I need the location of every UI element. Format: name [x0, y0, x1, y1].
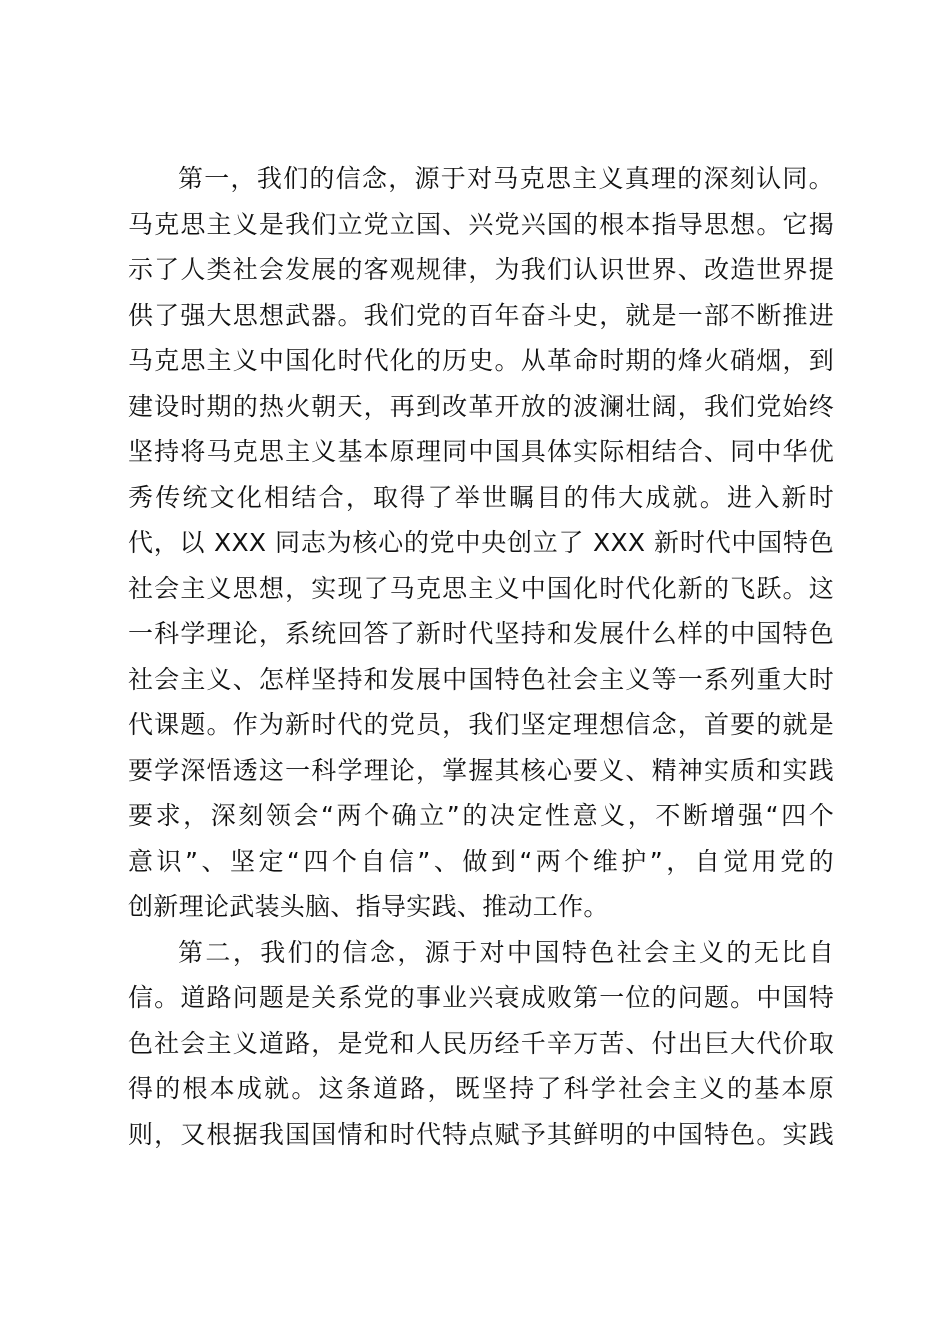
paragraph-line: 第二，我们的信念，源于对中国特色社会主义的无比自 [178, 937, 834, 967]
paragraph-2 [128, 930, 834, 1158]
paragraph-line: 代，以 XXX 同志为核心的党中央创立了 XXX 新时代中国特色 [128, 528, 834, 557]
paragraph-line: 色社会主义道路，是党和人民历经千辛万苦、付出巨大代价取 [128, 1028, 834, 1058]
paragraph-line: 一科学理论，系统回答了新时代坚持和发展什么样的中国特色 [128, 619, 834, 648]
paragraph-line: 则，又根据我国国情和时代特点赋予其鲜明的中国特色。实践 [128, 1119, 834, 1149]
paragraph-line: 代课题。作为新时代的党员，我们坚定理想信念，首要的就是 [128, 710, 834, 739]
document-body [128, 156, 834, 1157]
paragraph-line: 秀传统文化相结合，取得了举世瞩目的伟大成就。进入新时 [128, 482, 834, 512]
paragraph-line: 要学深悟透这一科学理论，掌握其核心要义、精神实质和实践 [128, 755, 834, 785]
paragraph-line: 建设时期的热火朝天，再到改革开放的波澜壮阔，我们党始终 [128, 391, 834, 421]
paragraph-line: 供了强大思想武器。我们党的百年奋斗史，就是一部不断推进 [128, 300, 834, 330]
paragraph-line: 创新理论武装头脑、指导实践、推动工作。 [128, 892, 609, 921]
paragraph-line: 马克思主义中国化时代化的历史。从革命时期的烽火硝烟，到 [128, 346, 834, 375]
paragraph-line: 社会主义思想，实现了马克思主义中国化时代化新的飞跃。这 [128, 573, 834, 603]
paragraph-line: 信。道路问题是关系党的事业兴衰成败第一位的问题。中国特 [128, 983, 834, 1012]
paragraph-line: 第一，我们的信念，源于对马克思主义真理的深刻认同。 [178, 164, 834, 193]
paragraph-line: 得的根本成就。这条道路，既坚持了科学社会主义的基本原 [128, 1074, 834, 1103]
paragraph-line: 示了人类社会发展的客观规律，为我们认识世界、改造世界提 [128, 255, 834, 284]
paragraph-line: 要求，深刻领会“两个确立”的决定性意义，不断增强“四个 [128, 801, 834, 830]
paragraph-line: 马克思主义是我们立党立国、兴党兴国的根本指导思想。它揭 [128, 209, 834, 239]
paragraph-line: 社会主义、怎样坚持和发展中国特色社会主义等一系列重大时 [128, 664, 834, 694]
paragraph-1 [128, 156, 834, 930]
paragraph-line: 意识”、坚定“四个自信”、做到“两个维护”，自觉用党的 [128, 846, 834, 876]
paragraph-line: 坚持将马克思主义基本原理同中国具体实际相结合、同中华优 [128, 437, 834, 466]
